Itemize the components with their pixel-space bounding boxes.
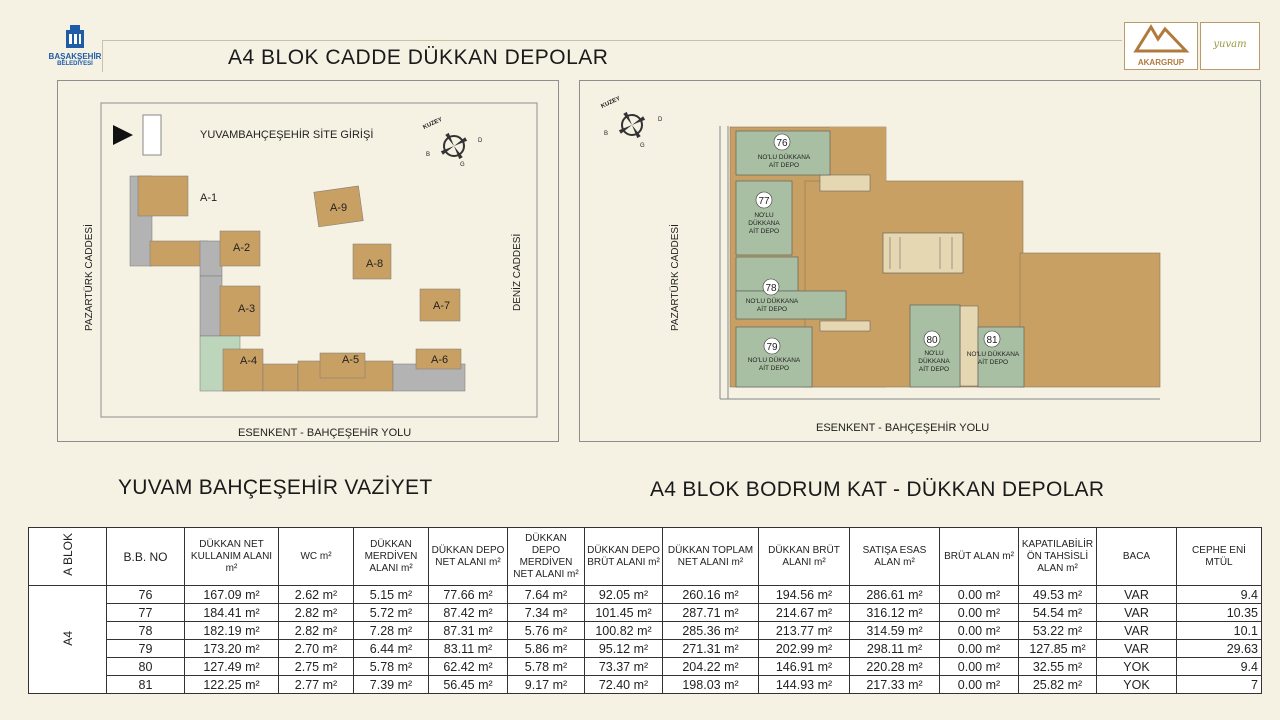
table-cell: 83.11 m² <box>429 640 508 658</box>
page-title: A4 BLOK CADDE DÜKKAN DEPOLAR <box>228 46 609 69</box>
table-cell: 271.31 m² <box>663 640 759 658</box>
entrance-label: YUVAMBAHÇEŞEHİR SİTE GİRİŞİ <box>200 129 374 141</box>
building-group <box>130 176 465 391</box>
unit-77-label: NO'LU <box>754 212 774 219</box>
unit-78-number: 78 <box>765 283 777 294</box>
table-cell: 79 <box>107 640 185 658</box>
table-cell: 214.67 m² <box>759 604 850 622</box>
akar-grup-name: AKARGRUP <box>1137 58 1185 67</box>
unit-81-number: 81 <box>986 335 998 346</box>
floor-plan-caption: A4 BLOK BODRUM KAT - DÜKKAN DEPOLAR <box>650 478 1105 501</box>
block-label-a3: A-3 <box>238 303 256 315</box>
akar-grup-logo <box>1124 22 1198 70</box>
col-header: DÜKKAN NET KULLANIM ALANI m² <box>185 528 279 586</box>
col-header: DÜKKAN MERDİVEN ALANI m² <box>354 528 429 586</box>
table-cell: 5.86 m² <box>508 640 585 658</box>
compass-d-label: D <box>658 117 663 123</box>
table-cell: 53.22 m² <box>1019 622 1097 640</box>
table-cell: 173.20 m² <box>185 640 279 658</box>
block-label-a6: A-6 <box>431 354 449 366</box>
yuvam-logo <box>1200 22 1260 70</box>
header-divider-vertical <box>102 40 103 72</box>
table-cell: 101.45 m² <box>585 604 663 622</box>
left-road-label: PAZARTÜRK CADDESİ <box>84 224 95 331</box>
table-cell: 127.85 m² <box>1019 640 1097 658</box>
municipality-emblem-icon <box>60 22 90 52</box>
table-row <box>29 586 1262 604</box>
unit-76-label2: AİT DEPO <box>768 162 800 169</box>
table-cell: 127.49 m² <box>185 658 279 676</box>
municipality-name: BAŞAKŞEHİR <box>48 52 102 61</box>
table-cell: VAR <box>1097 604 1177 622</box>
table-cell: 285.36 m² <box>663 622 759 640</box>
unit-76-number: 76 <box>776 138 788 149</box>
block-label-a5: A-5 <box>342 354 360 366</box>
unit-80-label3: AİT DEPO <box>918 366 950 373</box>
col-header: KAPATILABİLİR ÖN TAHSİSLİ ALAN m² <box>1019 528 1097 586</box>
col-header: BRÜT ALAN m² <box>940 528 1019 586</box>
municipality-logo <box>40 22 110 72</box>
table-row <box>29 604 1262 622</box>
col-header: CEPHE ENİ MTÜL <box>1177 528 1262 586</box>
unit-77-label3: AİT DEPO <box>748 228 780 235</box>
table-cell: 54.54 m² <box>1019 604 1097 622</box>
table-row <box>29 658 1262 676</box>
table-cell: 220.28 m² <box>850 658 940 676</box>
col-header: DÜKKAN DEPO MERDİVEN NET ALANI m² <box>508 528 585 586</box>
unit-79-number: 79 <box>766 342 778 353</box>
table-cell: 144.93 m² <box>759 676 850 694</box>
block-label-a9: A-9 <box>330 202 348 214</box>
table-cell: 2.75 m² <box>279 658 354 676</box>
table-cell: 80 <box>107 658 185 676</box>
table-cell: 29.63 <box>1177 640 1262 658</box>
table-cell: 0.00 m² <box>940 586 1019 604</box>
table-cell: 182.19 m² <box>185 622 279 640</box>
col-header: DÜKKAN BRÜT ALANI m² <box>759 528 850 586</box>
area-table <box>28 527 1261 694</box>
table-cell: 7.34 m² <box>508 604 585 622</box>
table-cell: 78 <box>107 622 185 640</box>
unit-77-label2: DÜKKANA <box>748 220 780 227</box>
table-cell: 0.00 m² <box>940 658 1019 676</box>
col-header: DÜKKAN DEPO BRÜT ALANI m² <box>585 528 663 586</box>
table-cell: 100.82 m² <box>585 622 663 640</box>
table-cell: 32.55 m² <box>1019 658 1097 676</box>
table-cell: 198.03 m² <box>663 676 759 694</box>
table-cell: 0.00 m² <box>940 640 1019 658</box>
table-cell: 73.37 m² <box>585 658 663 676</box>
table-cell: 286.61 m² <box>850 586 940 604</box>
floor-plan-panel <box>579 80 1261 442</box>
unit-77-number: 77 <box>758 196 770 207</box>
table-cell: 316.12 m² <box>850 604 940 622</box>
compass-icon <box>422 117 483 168</box>
bottom-road-label: ESENKENT - BAHÇEŞEHİR YOLU <box>816 422 990 434</box>
compass-b-label: B <box>604 131 609 137</box>
table-cell: 204.22 m² <box>663 658 759 676</box>
table-cell: 2.77 m² <box>279 676 354 694</box>
table-cell: YOK <box>1097 676 1177 694</box>
table-header-row <box>29 528 1262 586</box>
site-plan-caption: YUVAM BAHÇEŞEHİR VAZİYET <box>118 476 433 499</box>
table-cell: 146.91 m² <box>759 658 850 676</box>
table-cell: 260.16 m² <box>663 586 759 604</box>
table-cell: 95.12 m² <box>585 640 663 658</box>
table-cell: 5.15 m² <box>354 586 429 604</box>
unit-80-label2: DÜKKANA <box>918 358 950 365</box>
table-body <box>29 586 1262 694</box>
table-cell: 25.82 m² <box>1019 676 1097 694</box>
yuvam-name: yuvam <box>1213 39 1247 50</box>
header-divider <box>102 40 1122 41</box>
table-cell: 10.1 <box>1177 622 1262 640</box>
unit-78 <box>736 291 846 319</box>
table-cell: 92.05 m² <box>585 586 663 604</box>
municipality-subtitle: BELEDİYESİ <box>57 61 93 67</box>
unit-78-label2: AİT DEPO <box>756 306 788 313</box>
compass-g-label: G <box>460 162 465 168</box>
table-cell: 9.4 <box>1177 658 1262 676</box>
table-cell: 7.28 m² <box>354 622 429 640</box>
site-plan-drawing <box>58 81 560 443</box>
table-cell: 77 <box>107 604 185 622</box>
unit-80-number: 80 <box>926 335 938 346</box>
block-label-a1: A-1 <box>200 192 218 204</box>
table-cell: 7.39 m² <box>354 676 429 694</box>
col-header: BACA <box>1097 528 1177 586</box>
left-road-label: PAZARTÜRK CADDESİ <box>670 224 681 331</box>
col-header: B.B. NO <box>107 528 185 586</box>
unit-81-label: NO'LU DÜKKANA <box>966 351 1020 358</box>
table-cell: 2.70 m² <box>279 640 354 658</box>
table-cell: 217.33 m² <box>850 676 940 694</box>
table-cell: 2.62 m² <box>279 586 354 604</box>
table-cell: 0.00 m² <box>940 622 1019 640</box>
compass-north-label: KUZEY <box>422 116 444 131</box>
table-cell: 9.4 <box>1177 586 1262 604</box>
unit-81-label2: AİT DEPO <box>977 359 1009 366</box>
table-cell: 76 <box>107 586 185 604</box>
bottom-road-label: ESENKENT - BAHÇEŞEHİR YOLU <box>238 427 412 439</box>
table-cell: 62.42 m² <box>429 658 508 676</box>
table-cell: 87.31 m² <box>429 622 508 640</box>
block-label-a7: A-7 <box>433 300 451 312</box>
table-cell: 167.09 m² <box>185 586 279 604</box>
site-plan-panel <box>57 80 559 442</box>
table-cell: 0.00 m² <box>940 604 1019 622</box>
floor-plan-drawing <box>580 81 1262 443</box>
unit-78-label: NO'LU DÜKKANA <box>745 298 799 305</box>
block-label-a8: A-8 <box>366 258 384 270</box>
compass-g-label: G <box>640 143 645 149</box>
table-cell: VAR <box>1097 586 1177 604</box>
akar-mountain-icon <box>1131 23 1191 53</box>
table-cell: 287.71 m² <box>663 604 759 622</box>
entrance-arrow-icon <box>113 125 133 145</box>
table-cell: 7.64 m² <box>508 586 585 604</box>
gate-marker <box>143 115 161 155</box>
table-cell: 5.78 m² <box>508 658 585 676</box>
compass-north-label: KUZEY <box>600 95 622 110</box>
table-cell: VAR <box>1097 622 1177 640</box>
table-cell: 122.25 m² <box>185 676 279 694</box>
table-row <box>29 676 1262 694</box>
table-cell: 0.00 m² <box>940 676 1019 694</box>
table-row <box>29 640 1262 658</box>
table-cell: 6.44 m² <box>354 640 429 658</box>
right-road-label: DENİZ CADDESİ <box>512 233 523 311</box>
table-row <box>29 622 1262 640</box>
table-cell: 9.17 m² <box>508 676 585 694</box>
col-header: SATIŞA ESAS ALAN m² <box>850 528 940 586</box>
table-cell: 56.45 m² <box>429 676 508 694</box>
compass-b-label: B <box>426 152 431 158</box>
table-cell: 184.41 m² <box>185 604 279 622</box>
table-cell: 81 <box>107 676 185 694</box>
block-label-a2: A-2 <box>233 242 251 254</box>
table-cell: 49.53 m² <box>1019 586 1097 604</box>
col-header: DÜKKAN TOPLAM NET ALANI m² <box>663 528 759 586</box>
compass-d-label: D <box>478 138 483 144</box>
table-cell: 77.66 m² <box>429 586 508 604</box>
table-cell: YOK <box>1097 658 1177 676</box>
compass-icon <box>600 96 663 149</box>
table-cell: 7 <box>1177 676 1262 694</box>
unit-79-label2: AİT DEPO <box>758 365 790 372</box>
table-cell: 5.72 m² <box>354 604 429 622</box>
table-cell: 2.82 m² <box>279 604 354 622</box>
table-cell: 5.76 m² <box>508 622 585 640</box>
table-cell: 72.40 m² <box>585 676 663 694</box>
table-cell: VAR <box>1097 640 1177 658</box>
table-cell: 87.42 m² <box>429 604 508 622</box>
table-cell: 213.77 m² <box>759 622 850 640</box>
block-label-a4: A-4 <box>240 355 258 367</box>
block-header: A BLOK <box>29 528 107 586</box>
col-header: DÜKKAN DEPO NET ALANI m² <box>429 528 508 586</box>
table-cell: 314.59 m² <box>850 622 940 640</box>
unit-80-label: NO'LU <box>924 350 944 357</box>
table-cell: 2.82 m² <box>279 622 354 640</box>
table-cell: 10.35 <box>1177 604 1262 622</box>
table-cell: 194.56 m² <box>759 586 850 604</box>
table-cell: 298.11 m² <box>850 640 940 658</box>
block-cell: A4 <box>29 586 107 694</box>
table-cell: 202.99 m² <box>759 640 850 658</box>
unit-76-label: NO'LU DÜKKANA <box>757 154 811 161</box>
col-header: WC m² <box>279 528 354 586</box>
unit-79-label: NO'LU DÜKKANA <box>747 357 801 364</box>
table-cell: 5.78 m² <box>354 658 429 676</box>
